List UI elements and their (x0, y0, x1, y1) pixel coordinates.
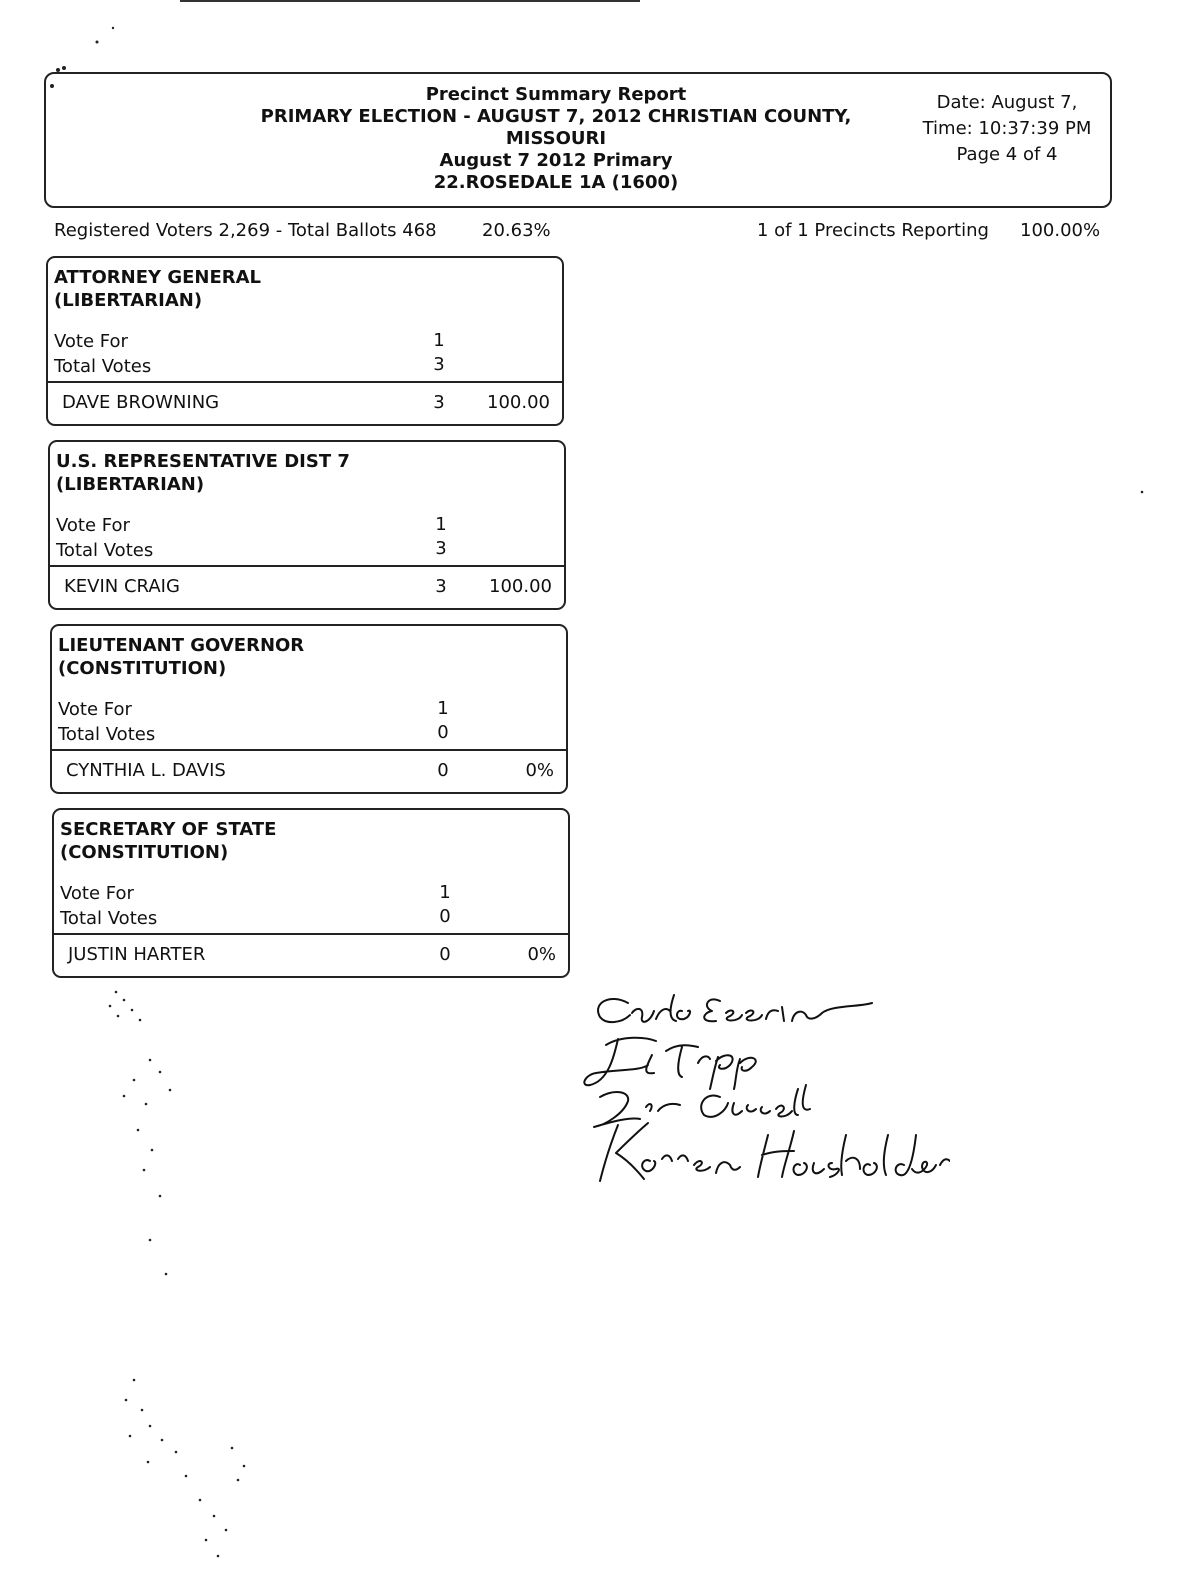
candidate-votes: 0 (437, 760, 449, 781)
total-votes-label: Total Votes (58, 724, 156, 745)
page-number: Page 4 of 4 (956, 144, 1058, 165)
signature-4 (600, 1123, 950, 1181)
race-title (56, 450, 350, 496)
precincts-reporting-percent: 100.00% (1020, 220, 1101, 241)
candidate-votes: 3 (433, 392, 445, 413)
handwritten-signatures (570, 985, 950, 1195)
race-office: LIEUTENANT GOVERNOR (58, 635, 305, 656)
race-party: (CONSTITUTION) (60, 842, 229, 863)
race-title (58, 634, 304, 680)
race-title (54, 266, 261, 312)
vote-for-label: Vote For (60, 883, 134, 904)
candidate-votes: 0 (439, 944, 451, 965)
divider (54, 933, 568, 935)
signature-2 (584, 1038, 755, 1089)
vote-for-value: 1 (439, 882, 451, 903)
candidate-percent: 0% (525, 760, 554, 781)
total-votes-value: 3 (433, 354, 445, 375)
race-title (60, 818, 276, 864)
candidate-name: JUSTIN HARTER (68, 944, 206, 965)
total-votes-label: Total Votes (60, 908, 158, 929)
signature-3 (594, 1085, 810, 1127)
race-box (50, 624, 568, 794)
race-party: (LIBERTARIAN) (54, 290, 203, 311)
race-box (48, 440, 566, 610)
divider (52, 749, 566, 751)
race-office: ATTORNEY GENERAL (54, 267, 262, 288)
candidate-percent: 100.00 (487, 392, 550, 413)
report-meta (912, 90, 1102, 168)
report-header (44, 72, 1112, 208)
election-subtitle: August 7 2012 Primary (439, 150, 673, 171)
total-votes-label: Total Votes (54, 356, 152, 377)
scan-top-edge (180, 0, 640, 2)
race-box (52, 808, 570, 978)
candidate-percent: 0% (527, 944, 556, 965)
total-votes-label: Total Votes (56, 540, 154, 561)
divider (48, 381, 562, 383)
turnout-percent: 20.63% (482, 220, 551, 241)
candidate-percent: 100.00 (489, 576, 552, 597)
candidate-name: DAVE BROWNING (62, 392, 220, 413)
race-party: (LIBERTARIAN) (56, 474, 205, 495)
precinct-name: 22.ROSEDALE 1A (1600) (433, 172, 679, 193)
total-votes-value: 0 (437, 722, 449, 743)
registered-voters-summary: Registered Voters 2,269 - Total Ballots 468 (54, 220, 437, 241)
precincts-reporting: 1 of 1 Precincts Reporting (757, 220, 989, 241)
signature-1 (598, 995, 872, 1022)
total-votes-value: 3 (435, 538, 447, 559)
candidate-name: CYNTHIA L. DAVIS (66, 760, 226, 781)
election-state: MISSOURI (505, 128, 607, 149)
vote-for-label: Vote For (58, 699, 132, 720)
race-box (46, 256, 564, 426)
report-title: Precinct Summary Report (425, 84, 687, 105)
vote-for-label: Vote For (56, 515, 130, 536)
race-office: U.S. REPRESENTATIVE DIST 7 (56, 451, 350, 472)
candidate-name: KEVIN CRAIG (64, 576, 180, 597)
report-title-block (196, 84, 916, 194)
race-office: SECRETARY OF STATE (60, 819, 277, 840)
report-date: Date: August 7, (936, 92, 1078, 113)
report-time: Time: 10:37:39 PM (922, 118, 1092, 139)
vote-for-label: Vote For (54, 331, 128, 352)
election-name: PRIMARY ELECTION - AUGUST 7, 2012 CHRISTIAN COUNTY, (260, 106, 852, 127)
vote-for-value: 1 (433, 330, 445, 351)
candidate-votes: 3 (435, 576, 447, 597)
divider (50, 565, 564, 567)
total-votes-value: 0 (439, 906, 451, 927)
vote-for-value: 1 (435, 514, 447, 535)
vote-for-value: 1 (437, 698, 449, 719)
race-party: (CONSTITUTION) (58, 658, 227, 679)
